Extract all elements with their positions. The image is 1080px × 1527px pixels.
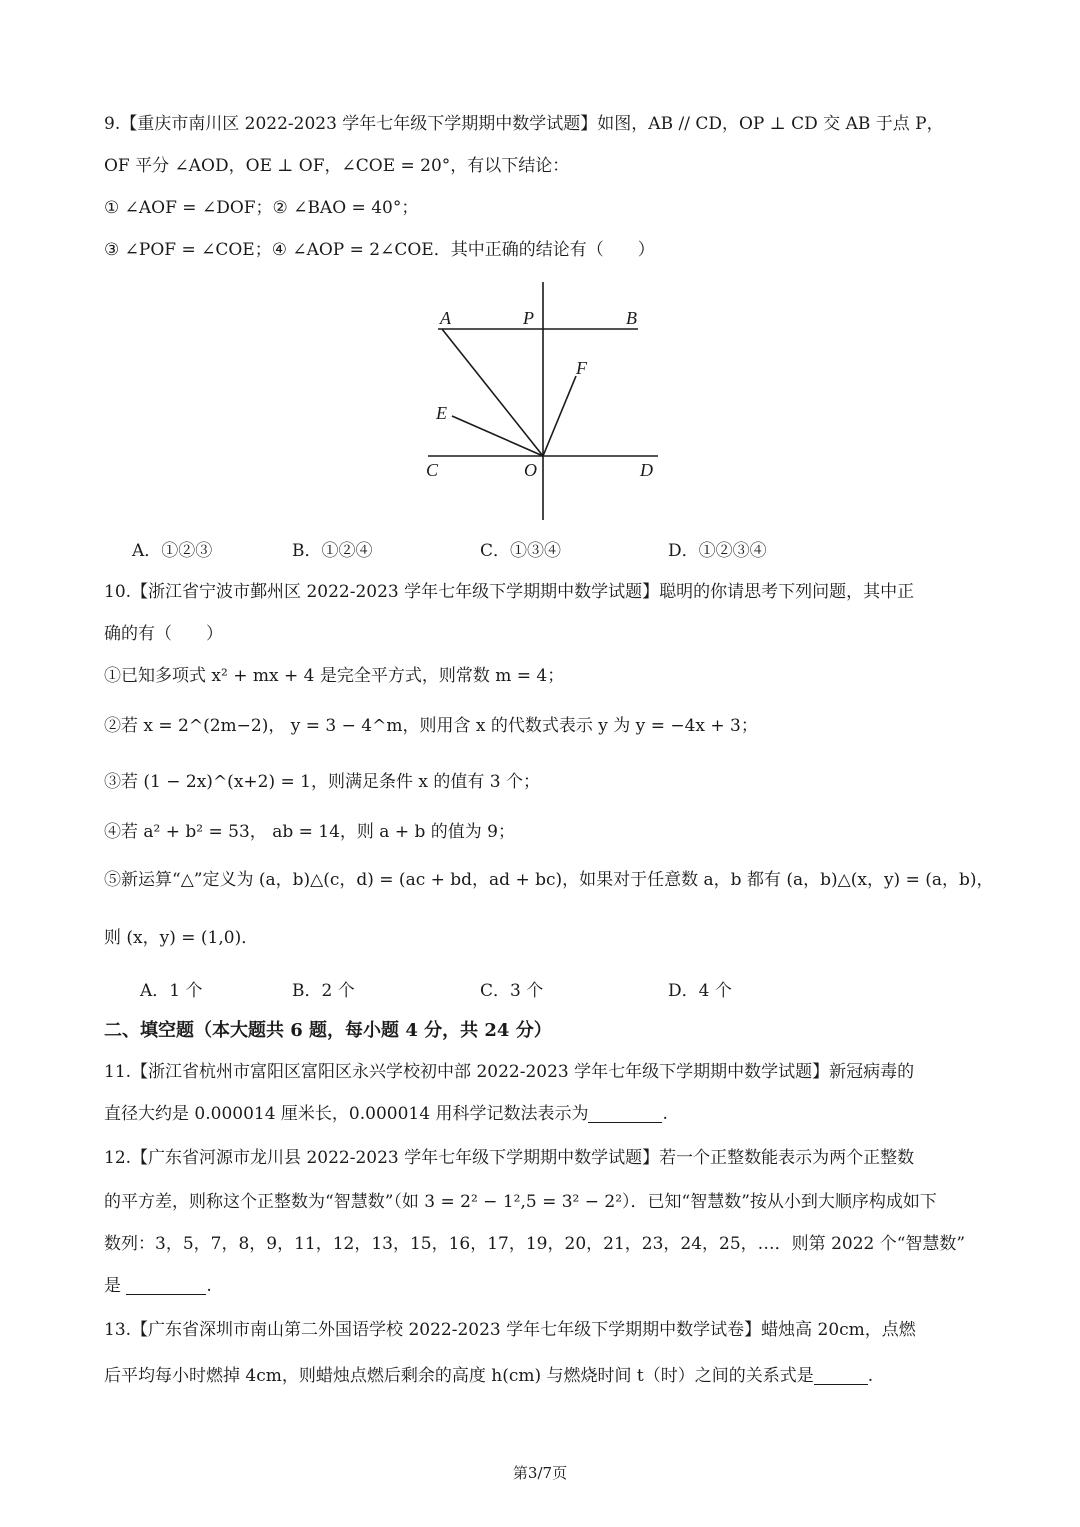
q9-option-b: B．①②④ — [292, 541, 373, 561]
q9-line-4: ③ ∠POF = ∠COE；④ ∠AOP = 2∠COE．其中正确的结论有（ ） — [104, 240, 655, 260]
label-f: F — [576, 358, 587, 378]
label-p: P — [523, 308, 534, 328]
label-o: O — [524, 460, 537, 480]
q12-line-3: 数列：3，5，7，8，9，11，12，13，15，16，17，19，20，21，23，24，25，…．则第 2022 个“智慧数” — [104, 1234, 966, 1254]
ray-oa — [442, 329, 543, 456]
q12-line-1: 12.【广东省河源市龙川县 2022-2023 学年七年级下学期期中数学试题】若一个正整数能表示为两个正整数 — [104, 1148, 915, 1168]
q10-statement-3: ③若 (1 − 2x)^(x+2) = 1，则满足条件 x 的值有 3 个； — [104, 772, 540, 792]
q10-option-a: A．1 个 — [140, 981, 203, 1001]
q11-line-2: 直径大约是 0.000014 厘米长，0.000014 用科学记数法表示为 . — [104, 1104, 668, 1124]
section-2-heading: 二、填空题（本大题共 6 题，每小题 4 分，共 24 分） — [104, 1020, 552, 1041]
q10-line-2: 确的有（ ） — [104, 624, 223, 644]
q9-option-d: D．①②③④ — [668, 541, 767, 561]
q13-line-1: 13.【广东省深圳市南山第二外国语学校 2022-2023 学年七年级下学期期中数学试卷】蜡烛高 20cm，点燃 — [104, 1320, 916, 1340]
label-e: E — [436, 403, 447, 423]
ray-of — [543, 376, 576, 456]
q10-statement-1: ①已知多项式 x² + mx + 4 是完全平方式，则常数 m = 4； — [104, 666, 565, 686]
q12-line-2: 的平方差，则称这个正整数为“智慧数”（如 3 = 2² − 1²,5 = 3² − 2²）．已知“智慧数”按从小到大顺序构成如下 — [104, 1192, 937, 1212]
label-d: D — [640, 460, 653, 480]
q10-option-c: C．3 个 — [480, 981, 544, 1001]
q12-answer-blank[interactable] — [126, 1276, 206, 1295]
q12-text: 是 — [104, 1276, 121, 1296]
q13-answer-blank[interactable] — [814, 1366, 868, 1385]
q10-option-b: B．2 个 — [292, 981, 355, 1001]
label-c: C — [426, 460, 439, 480]
q9-geometry-figure — [410, 280, 670, 525]
q11-text: 直径大约是 0.000014 厘米长，0.000014 用科学记数法表示为 — [104, 1104, 589, 1124]
q13-text: 后平均每小时燃掉 4cm，则蜡烛点燃后剩余的高度 h(cm) 与燃烧时间 t（时）之间的关系式是 — [104, 1366, 814, 1386]
q13-line-2: 后平均每小时燃掉 4cm，则蜡烛点燃后剩余的高度 h(cm) 与燃烧时间 t（时）之间的关系式是 . — [104, 1366, 874, 1386]
q9-option-c: C．①③④ — [480, 541, 562, 561]
q10-statement-5: ⑤新运算“△”定义为 (a，b)△(c，d) = (ac + bd，ad + bc)，如果对于任意数 a，b 都有 (a，b)△(x，y) = (a，b)， — [104, 870, 994, 890]
q10-option-d: D．4 个 — [668, 981, 732, 1001]
page-number: 第3/7页 — [512, 1464, 568, 1482]
label-b: B — [626, 308, 637, 328]
q10-statement-2: ②若 x = 2^(2m−2)， y = 3 − 4^m，则用含 x 的代数式表示 y 为 y = −4x + 3； — [104, 716, 758, 736]
q9-line-3: ① ∠AOF = ∠DOF；② ∠BAO = 40°； — [104, 198, 419, 218]
q11-answer-blank[interactable] — [588, 1104, 662, 1123]
q9-option-a: A．①②③ — [132, 541, 213, 561]
q9-line-1: 9.【重庆市南川区 2022-2023 学年七年级下学期期中数学试题】如图，AB // CD，OP ⊥ CD 交 AB 于点 P， — [104, 114, 944, 134]
q9-line-2: OF 平分 ∠AOD，OE ⊥ OF，∠COE = 20°，有以下结论： — [104, 156, 570, 176]
ray-oe — [452, 416, 543, 456]
q10-statement-4: ④若 a² + b² = 53， ab = 14，则 a + b 的值为 9； — [104, 822, 515, 842]
q10-statement-6: 则 (x，y) = (1,0)． — [104, 928, 259, 948]
q12-line-4: 是 . — [104, 1276, 212, 1296]
q11-line-1: 11.【浙江省杭州市富阳区富阳区永兴学校初中部 2022-2023 学年七年级下学期期中数学试题】新冠病毒的 — [104, 1062, 915, 1082]
label-a: A — [440, 308, 451, 328]
q10-line-1: 10.【浙江省宁波市鄞州区 2022-2023 学年七年级下学期期中数学试题】聪明的你请思考下列问题，其中正 — [104, 582, 915, 602]
